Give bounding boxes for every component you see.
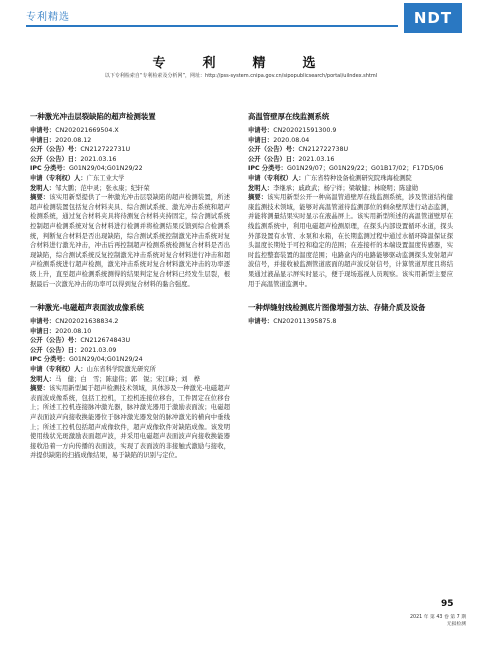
patent-abstract: [248, 193, 453, 289]
field-application-number: [30, 317, 230, 327]
field-key: IPC 分类号：: [30, 356, 69, 364]
field-publication-date: [30, 155, 230, 165]
field-key: 申请（专利权）人：: [30, 174, 87, 182]
field-value: CN212674843U: [80, 337, 131, 345]
field-value: G01N29/07；G01N29/22；G01B17/02；F17D5/06: [286, 165, 444, 173]
field-key: 申请日：: [30, 327, 56, 335]
field-application-number: [30, 126, 230, 136]
field-value: 山东省科学院激光研究所: [86, 366, 156, 374]
field-value: CN212722731U: [80, 146, 131, 154]
field-value: 2020.08.04: [273, 136, 310, 144]
field-value: 2021.03.09: [80, 346, 117, 354]
field-applicant: [30, 365, 230, 375]
right-column: [248, 112, 453, 341]
page-subtitle: 以下专利检索自“专利检索及分析网”，网址：http://pss-system.cnipa.gov.cn/sipopublicsearch/portal/uilndex.shtml: [104, 73, 378, 79]
abstract-text: 该实用新型公开一种高温管道壁厚在线监测系统，涉及管道结构健康监测技术领域，能够对高温管道待监测部位的剩余壁厚进行动态监测，并能将测量结果实时显示在液晶屏上。该实用新型所述的高温管道壁厚在线监测系统中，利用电磁超声检测原理，在探头内部设置循环水道，探头外部设置有水管、水泵和水箱，在长期监测过程中通过水循环降温保证探头温度长期处于可控和稳定的范围；在连接杆的本端设置温度传感器，实时监控整套装置的温度范围；电路盒内的电路能够驱动监测探头发射超声波信号，并接收被监测管道底面的超声波反射信号，计算管道厚度且将结果通过液晶显示屏实时显示，便于现场巡视人员观察。该实用新型主要应用于高温管道监测中。: [248, 194, 454, 288]
field-value: CN202021669504.X: [55, 127, 119, 134]
field-value: CN212722738U: [298, 146, 349, 154]
field-key: 公开（公告）号：: [30, 337, 81, 345]
field-key: IPC 分类号：: [30, 165, 69, 173]
patent-abstract: [30, 193, 230, 289]
logo-text: NDT: [413, 9, 453, 27]
page-number: 95: [441, 599, 454, 609]
field-value: 广东省特种设备检测研究院珠海检测院: [304, 174, 412, 182]
section-tag: 专利精选: [26, 12, 70, 23]
field-value: G01N29/04;G01N29/24: [68, 356, 143, 364]
field-ipc: [30, 164, 230, 174]
field-key: 公开（公告）日：: [30, 155, 81, 163]
field-key: 申请号：: [30, 318, 56, 326]
field-publication-date: [248, 155, 453, 165]
header-rule: [26, 25, 398, 27]
abstract-label: 摘要：: [30, 194, 50, 202]
field-value: G01N29/04;G01N29/22: [68, 165, 143, 173]
field-key: 申请号：: [30, 127, 56, 134]
field-publication-date: [30, 346, 230, 356]
field-application-number: [248, 126, 453, 136]
patent-title: 一种激光冲击层裂缺陷的超声检测装置: [30, 112, 156, 121]
field-ipc: [30, 355, 230, 365]
patent-title: 一种激光-电磁超声表面波成像系统: [30, 303, 144, 313]
issue-info: 2021 年 第 43 卷 第 7 期: [409, 615, 466, 620]
field-value: CN202021638834.2: [55, 318, 119, 326]
field-key: 申请号：: [248, 318, 274, 326]
field-key: 公开（公告）号：: [248, 146, 299, 154]
journal-info: [346, 614, 466, 628]
patent-entry: [248, 303, 453, 327]
field-key: 发明人：: [30, 375, 56, 383]
field-key: 发明人：: [248, 184, 274, 192]
page-title: 专 利 精 选: [152, 56, 328, 71]
abstract-text: 该实用新型属于超声检测技术领域，具体涉及一种激光-电磁超声表面波成像系统，包括工控机，工控机连接位移台，工件固定在位移台上；所述工控机连接脉冲激光器，脉冲激光器用于激励表面波；电磁超声表面波声向接收换能器位于脉冲激光器发射的脉冲激光的横向中垂线上；所述工控机包括超声成像软件，超声成像软件对缺陷成像。该发明使用线状光斑激励表面超声波，并采用电磁超声表面波声向接收换能器接收沿着一方向传播的表面波，实现了表面波的非接触式激励与接收，并提供缺陷的扫描成像结果，易于缺陷的识别与定位。: [30, 385, 230, 460]
patent-entry: [248, 112, 453, 289]
field-application-date: [248, 136, 453, 146]
patent-entry: [30, 112, 230, 289]
journal-name: 无损检测: [446, 622, 466, 627]
patent-title: 一种焊缝射线检测底片图像增强方法、存储介质及设备: [248, 303, 426, 313]
field-inventors: [248, 184, 453, 194]
field-inventors: [30, 375, 230, 385]
field-key: 公开（公告）日：: [30, 346, 81, 354]
field-value: 邹大鹏；范中灵；张永康；纪轩荣: [55, 184, 150, 192]
field-publication-number: [30, 145, 230, 155]
page-header: [0, 0, 480, 40]
field-key: 公开（公告）日：: [248, 155, 299, 163]
field-key: 发明人：: [30, 184, 56, 192]
field-applicant: [248, 174, 453, 184]
field-value: 2020.08.10: [55, 327, 92, 335]
field-inventors: [30, 184, 230, 194]
abstract-label: 摘要：: [30, 385, 50, 393]
field-value: 2021.03.16: [80, 155, 117, 163]
patent-title: 高温管壁厚在线监测系统: [248, 112, 330, 121]
field-key: 申请号：: [248, 127, 274, 134]
field-application-number: [248, 317, 453, 327]
field-key: 公开（公告）号：: [30, 146, 81, 154]
field-application-date: [30, 136, 230, 146]
field-key: 申请（专利权）人：: [30, 366, 87, 374]
patent-entry: [30, 303, 230, 461]
field-value: 2020.08.12: [55, 136, 92, 144]
patent-abstract: [30, 384, 230, 461]
abstract-text: 该实用新型提供了一种激光冲击层裂缺陷的超声检测装置，所述超声检测装置包括复合材料夹具、综合测试系统、激光冲击系统和超声检测系统，通过复合材料夹具将待测复合材料夹持固定，综合测试系统控制超声检测系统对复合材料进行检测并将检测结果反馈到综合检测系统，判断复合材料是否出现缺陷，综合测试系统控制激光冲击系统对复合材料进行激光冲击，冲击后再控制超声检测系统检测复合材料是否出现缺陷，综合测试系统反复控制激光冲击系统对复合材料进行冲击和超声检测系统进行超声检测，激光冲击系统对复合材料激光冲击的功率逐级上升，直至超声检测系统测得的结果判定复合材料已经发生层裂，根据最后一次激光冲击的功率可以得到复合材料的黏合强度。: [30, 194, 231, 288]
field-value: 广东工业大学: [86, 174, 125, 182]
field-value: CN202011395875.8: [273, 318, 337, 326]
field-value: 2021.03.16: [298, 155, 335, 163]
field-key: 申请日：: [30, 136, 56, 144]
abstract-label: 摘要：: [248, 194, 268, 202]
field-key: IPC 分类号：: [248, 165, 287, 173]
field-publication-number: [248, 145, 453, 155]
field-application-date: [30, 327, 230, 337]
field-ipc: [248, 164, 453, 174]
field-key: 申请（专利权）人：: [248, 174, 305, 182]
field-value: CN202021591300.9: [273, 127, 337, 134]
left-column: [30, 112, 230, 475]
journal-logo: [404, 3, 462, 33]
field-publication-number: [30, 336, 230, 346]
field-value: 马 健；白 雪；陈建伟；郭 锐；宋江峰；刘 桦: [55, 375, 201, 383]
field-value: 李继承；戚政武；杨宁祥；梁敏健；林晓明；陈建勋: [273, 184, 419, 192]
field-key: 申请日：: [248, 136, 274, 144]
field-applicant: [30, 174, 230, 184]
